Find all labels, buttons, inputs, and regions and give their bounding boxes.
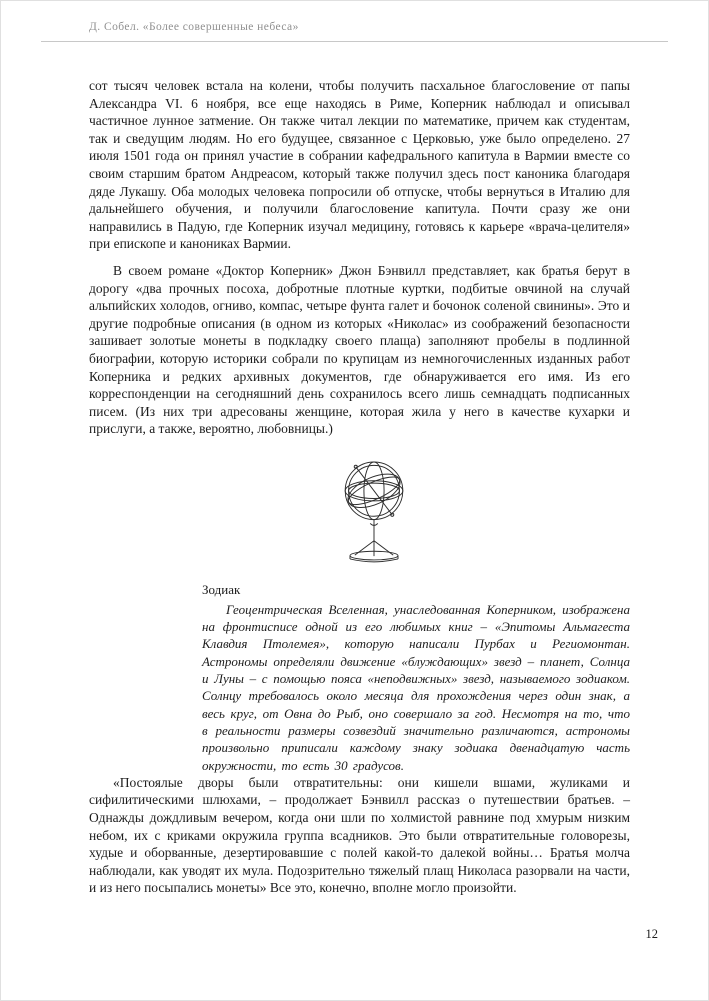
page-content <box>89 77 630 897</box>
figure-caption-text: Геоцентрическая Вселенная, унаследованная Коперником, изображена на фронтисписе одной из его любимых книг – «Эпитомы Альмагеста Клавдия Птолемея», которую написали Пурбах и Региомонтан. Астрономы определяли движение «блуждающих» звезд – планет, Солнца и Луны – с помощью пояса «неподвижных» звезд, называемого зодиаком. Солнцу требовалось около месяца для прохождения через один знак, а весь круг, от Овна до Рыб, оно совершало за год. Несмотря на то, что в реальности размеры созвездий значительно различаются, астрономы произвольно приписали каждому знаку зодиака двенадцатую часть окружности, то есть 30 градусов. <box>202 601 630 773</box>
paragraph-1: сот тысяч человек встала на колени, чтобы получить пасхальное благословение от папы Александра VI. 6 ноября, все еще находясь в Риме, Коперник наблюдал и описывал частичное лунное затмение. Он также читал лекции по математике, причем как студентам, так и сведущим людям. Но его будущее, связанное с Церковью, уже было определено. 27 июля 1501 года он принял участие в собрании кафедрального капитула в Вармии вместе со своим старшим братом Андреасом, который также получил здесь пост каноника благодаря дяде Лукашу. Оба молодых человека попросили об отпуске, чтобы вернуться в Италию для дальнейшего обучения, и получили благословение капитула. Почти сразу же они направились в Падую, где Коперник изучал медицину, готовясь к карьере «врача-целителя» при епископе и канониках Вармии. <box>89 78 630 252</box>
figure-caption-title: Зодиак <box>202 581 241 597</box>
page-number: 12 <box>645 927 658 941</box>
header-rule <box>41 41 668 42</box>
paragraph-3: «Постоялые дворы были отвратительны: они кишели вшами, жуликами и сифилитическими шлюхами, – продолжает Бэнвилл рассказ о путешествии братьев. – Однажды дождливым вечером, когда они шли по холмистой равнине под хмурым низким небом, их с криками окружила группа всадников. Это были отвратительные головорезы, худые и оборванные, дезертировавшие с полей какой-то далекой войны… Братья молча наблюдали, как уводят их мула. Подозрительно тяжелый плащ Николаса разорвали на части, и из него посыпались монеты» Все это, конечно, вполне могло произойти. <box>89 774 630 896</box>
paragraph-2: В своем романе «Доктор Коперник» Джон Бэнвилл представляет, как братья берут в дорогу «два прочных посоха, добротные плотные куртки, подбитые овчиной на случай альпийских холодов, огниво, компас, четыре фунта галет и бочонок соленой свинины». Это и другие подробные описания (в одном из которых «Николас» из соображений безопасности зашивает золотые монеты в подкладку своего плаща) заполняют пробелы в подлинной биографии, которую историки собрали по крупицам из немногочисленных изданных работ Коперника и редких архивных документов, где обнаруживается его имя. Из его корреспонденции на сегодняшний день сохранилось всего лишь семнадцать подписанных писем. (Из них три адресованы женщине, которая жила у него в качестве кухарки и прислуги, а также, вероятно, любовницы.) <box>89 262 630 437</box>
running-header: Д. Собел. «Более совершенные небеса» <box>89 21 299 33</box>
figure-caption <box>202 581 630 774</box>
armillary-sphere-icon <box>326 456 422 564</box>
figure <box>117 456 630 569</box>
paragraph-gap <box>89 253 630 262</box>
